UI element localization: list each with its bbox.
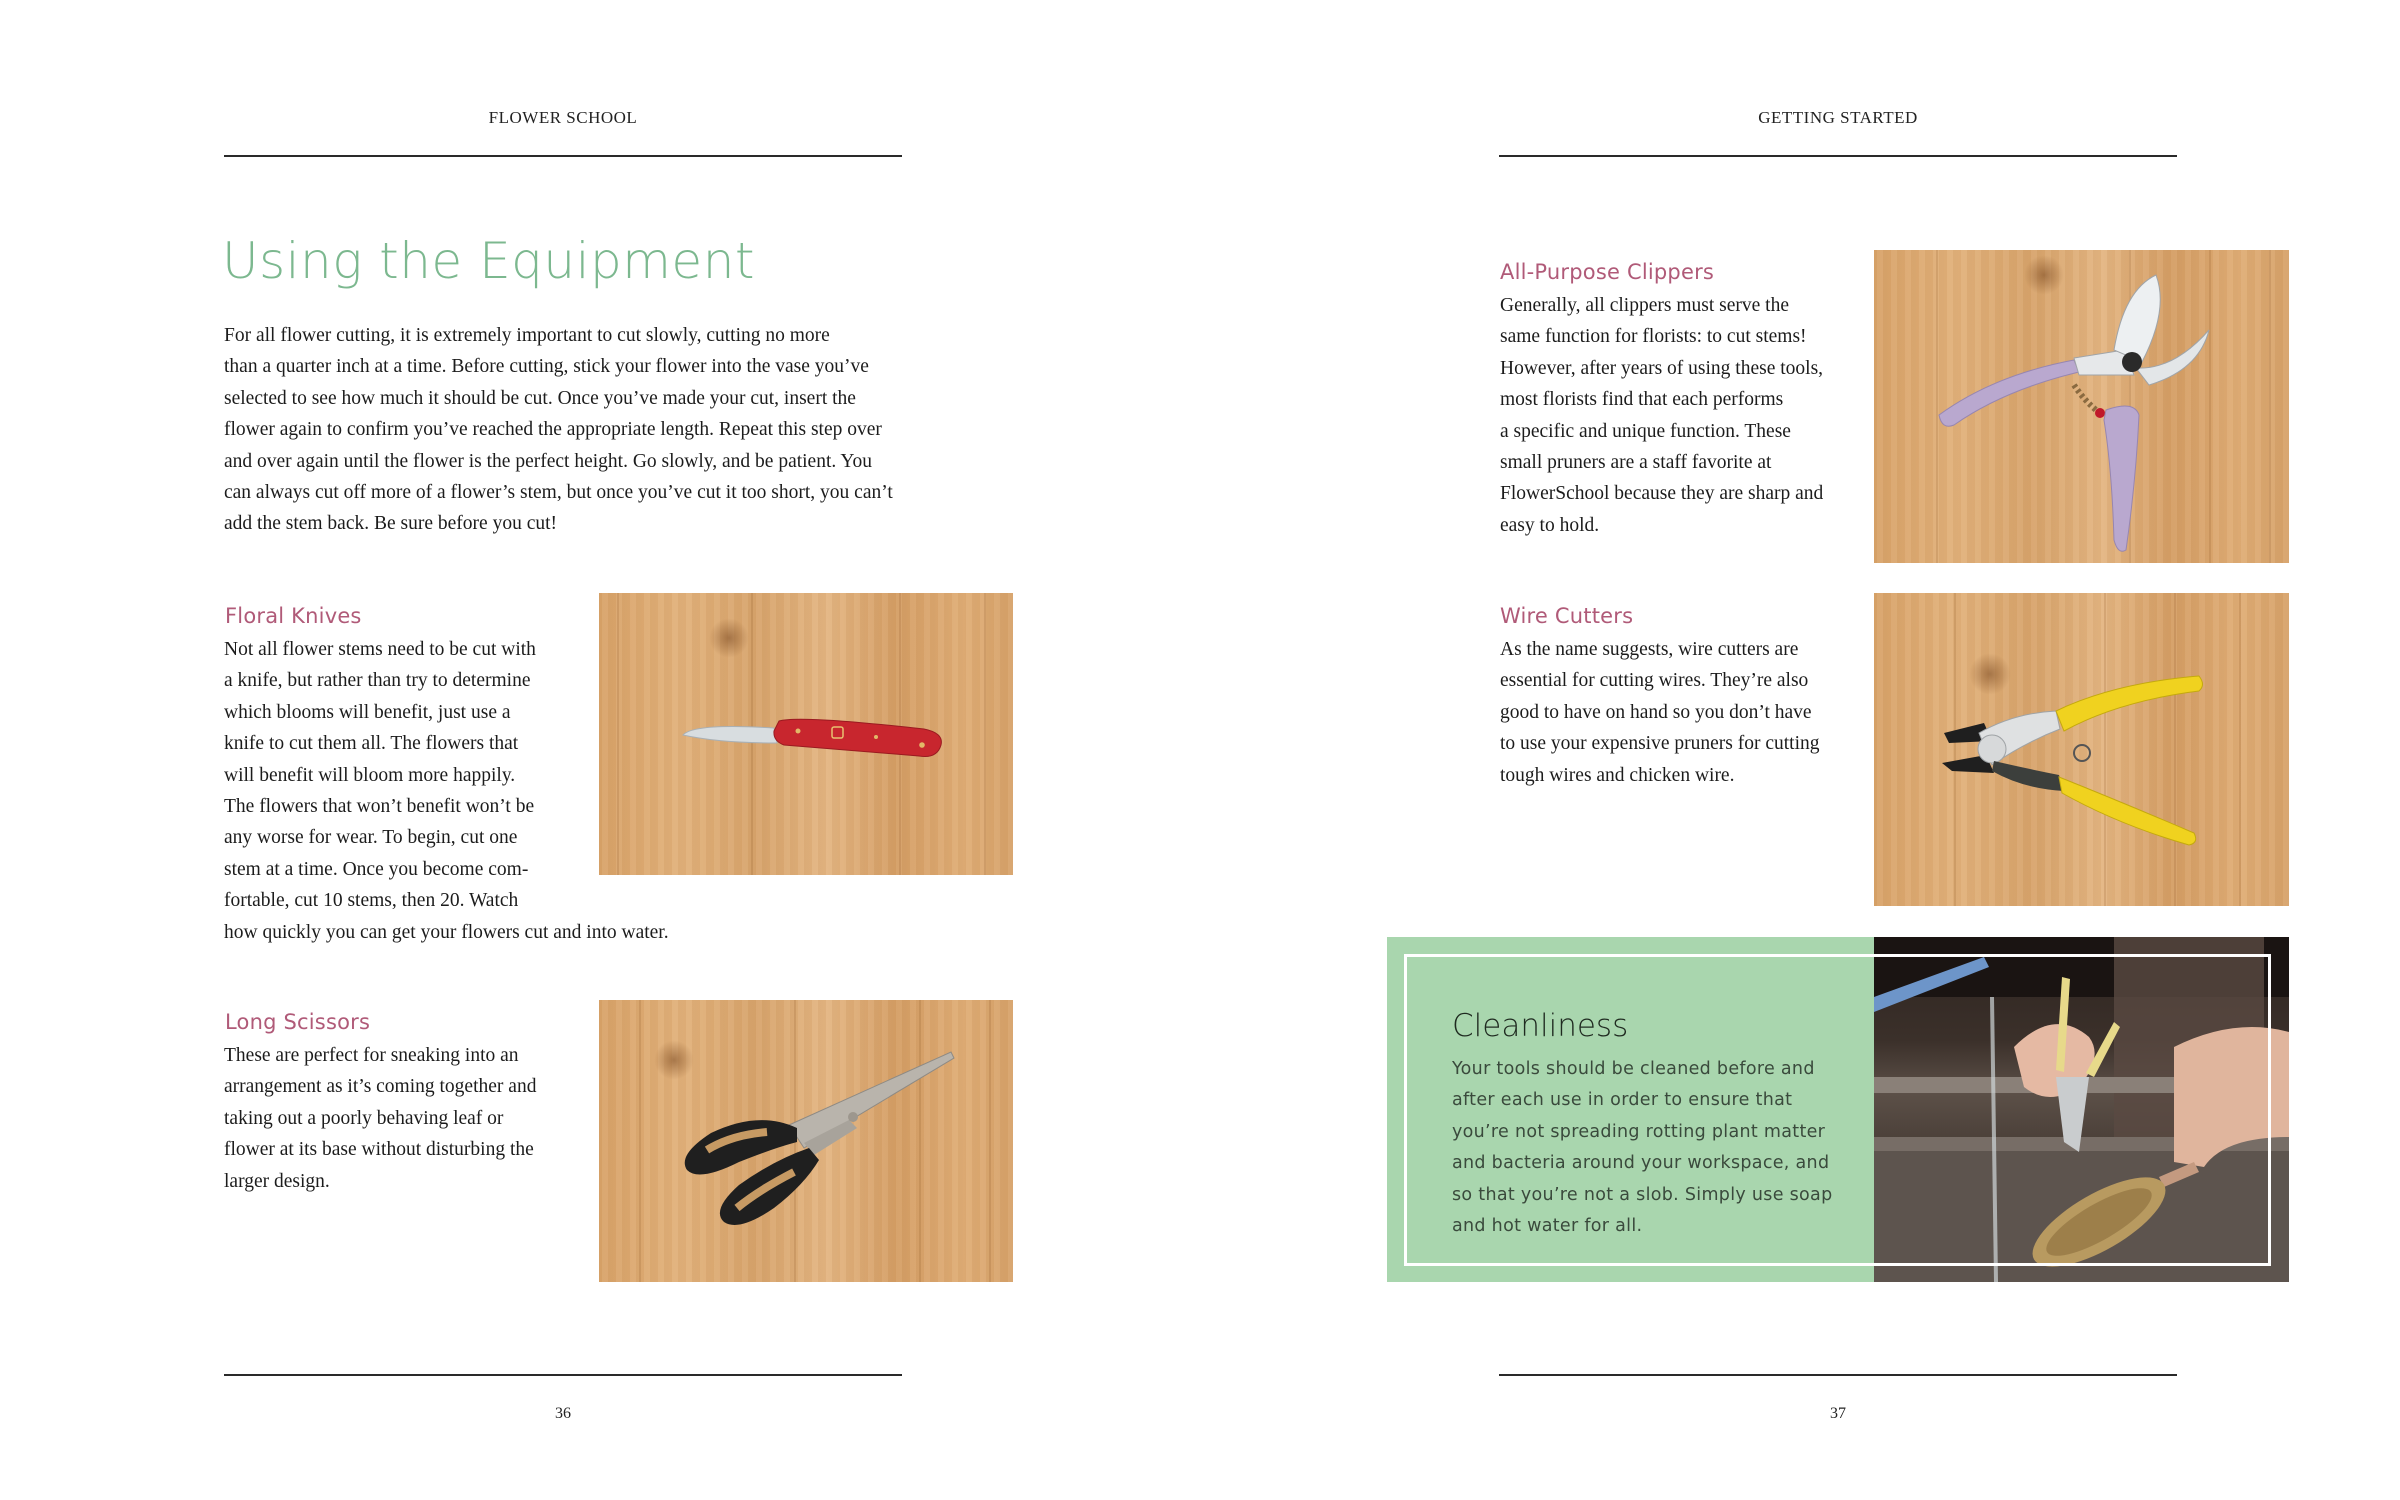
text-line: Your tools should be cleaned before and [1452, 1059, 1815, 1079]
text-line: any worse for wear. To begin, cut one [224, 827, 518, 849]
intro-line: flower again to confirm you’ve reached the appropriate length. Repeat this step over [224, 419, 882, 441]
long-scissors-photo [599, 1000, 1013, 1282]
text-line: to use your expensive pruners for cutting [1500, 733, 1820, 755]
long-scissors-heading: Long Scissors [225, 1010, 371, 1034]
text-line: These are perfect for sneaking into an [224, 1045, 519, 1066]
text-line: and bacteria around your workspace, and [1452, 1153, 1830, 1174]
long-scissors-text [224, 1040, 594, 1197]
intro-line: and over again until the flower is the perfect height. Go slowly, and be patient. You [224, 450, 873, 472]
intro-line: can always cut off more of a flower’s stem, but once you’ve cut it too short, you can’t [224, 482, 893, 504]
right-footer-rule [1499, 1374, 2177, 1376]
text-line: tough wires and chicken wire. [1500, 764, 1735, 786]
floral-knife-icon [599, 593, 1013, 875]
scissors-icon [599, 1000, 1013, 1282]
text-line: small pruners are a staff favorite at [1500, 452, 1772, 474]
text-line: you’re not spreading rotting plant matter [1452, 1121, 1826, 1142]
text-line: Generally, all clippers must serve the [1500, 295, 1789, 316]
text-line: how quickly you can get your flowers cut and into water. [224, 921, 669, 943]
text-line: flower at its base without disturbing the [224, 1139, 534, 1161]
left-page-number: 36 [555, 1405, 571, 1422]
wire-cutters-heading: Wire Cutters [1500, 604, 1634, 628]
left-footer-rule [224, 1374, 902, 1376]
text-line: stem at a time. Once you become com- [224, 858, 529, 880]
text-line: same function for florists: to cut stems! [1500, 326, 1807, 348]
callout-title: Cleanliness [1452, 1008, 1629, 1044]
clippers-icon [1874, 250, 2289, 563]
text-line: As the name suggests, wire cutters are [1500, 639, 1799, 660]
clippers-heading: All-Purpose Clippers [1500, 260, 1715, 284]
wire-cutters-photo [1874, 593, 2289, 906]
text-line: FlowerSchool because they are sharp and [1500, 483, 1824, 505]
right-header-rule [1499, 155, 2177, 157]
left-running-head: FLOWER SCHOOL [488, 108, 638, 127]
text-line: However, after years of using these tools, [1500, 357, 1824, 379]
callout-text [1452, 1054, 1862, 1242]
floral-knives-heading: Floral Knives [225, 604, 362, 628]
text-line: a specific and unique function. These [1500, 420, 1791, 442]
text-line: taking out a poorly behaving leaf or [224, 1107, 504, 1129]
text-line: which blooms will benefit, just use a [224, 701, 511, 723]
left-header-rule [224, 155, 902, 157]
text-line: will benefit will bloom more happily. [224, 764, 516, 786]
clippers-text [1500, 290, 1860, 541]
text-line: and hot water for all. [1452, 1216, 1643, 1237]
text-line: good to have on hand so you don’t have [1500, 701, 1812, 723]
text-line: Not all flower stems need to be cut with [224, 639, 536, 660]
intro-line: than a quarter inch at a time. Before cutting, stick your flower into the vase you’ve [224, 356, 869, 378]
intro-line: selected to see how much it should be cut. Once you’ve made your cut, insert the [224, 387, 856, 409]
page-title: Using the Equipment [222, 232, 755, 290]
wire-cutters-text [1500, 634, 1860, 791]
text-line: after each use in order to ensure that [1452, 1090, 1793, 1111]
intro-paragraph [224, 320, 914, 540]
text-line: arrangement as it’s coming together and [224, 1076, 537, 1098]
text-line: easy to hold. [1500, 514, 1600, 536]
text-line: The flowers that won’t benefit won’t be [224, 796, 535, 818]
text-line: knife to cut them all. The flowers that [224, 733, 519, 755]
intro-line: add the stem back. Be sure before you cut! [224, 513, 558, 535]
text-line: most florists find that each performs [1500, 389, 1784, 411]
clippers-photo [1874, 250, 2289, 563]
right-running-head: GETTING STARTED [1758, 108, 1918, 127]
text-line: a knife, but rather than try to determine [224, 670, 531, 692]
text-line: larger design. [224, 1170, 330, 1192]
text-line: essential for cutting wires. They’re also [1500, 670, 1809, 692]
text-line: so that you’re not a slob. Simply use soap [1452, 1184, 1833, 1205]
intro-line: For all flower cutting, it is extremely important to cut slowly, cutting no more [224, 325, 830, 346]
right-page-number: 37 [1830, 1405, 1846, 1422]
wire-cutters-icon [1874, 593, 2289, 906]
floral-knife-photo [599, 593, 1013, 875]
text-line: fortable, cut 10 stems, then 20. Watch [224, 890, 519, 912]
